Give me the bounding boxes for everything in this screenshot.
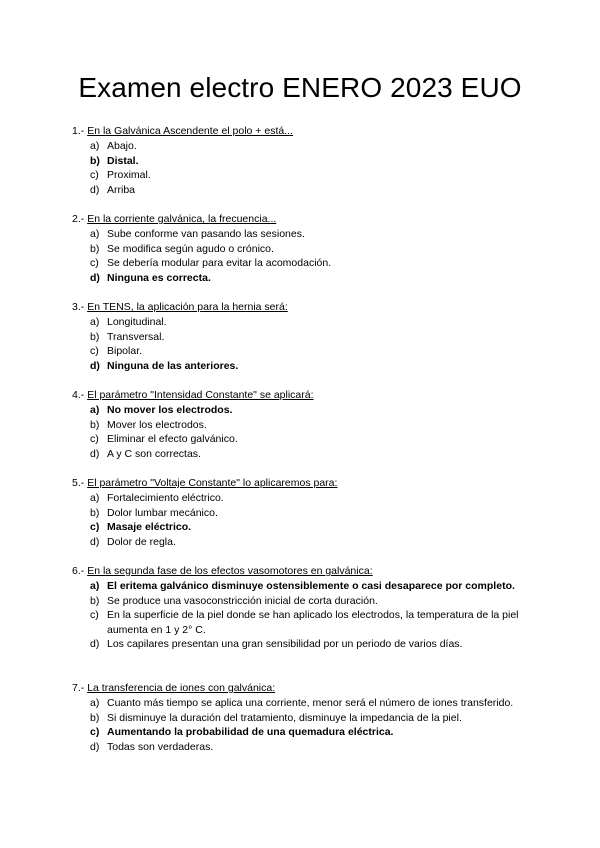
- option-letter: c): [90, 726, 100, 739]
- question-text: [72, 212, 532, 226]
- option-c: [72, 344, 532, 359]
- option-d: [72, 183, 532, 198]
- option-text: Arriba: [107, 183, 136, 196]
- option-letter: b): [90, 330, 100, 343]
- question-text: [72, 476, 532, 490]
- question-text: [72, 124, 532, 138]
- option-text: Todas son verdaderas.: [107, 740, 214, 753]
- option-b: [72, 418, 532, 433]
- question-stem: El parámetro "Voltaje Constante" lo aplicaremos para:: [87, 477, 338, 489]
- question-stem: El parámetro "Intensidad Constante" se aplicará:: [87, 389, 314, 401]
- option-a: [72, 227, 532, 242]
- question-7: [72, 681, 532, 754]
- option-letter: d): [90, 271, 100, 284]
- question-6: [72, 564, 532, 652]
- option-text: Fortalecimiento eléctrico.: [107, 492, 224, 504]
- option-text: Eliminar el efecto galvánico.: [107, 433, 238, 446]
- question-number: 4.-: [72, 389, 85, 401]
- option-a: [72, 315, 532, 330]
- option-letter: c): [90, 257, 99, 270]
- question-5: [72, 476, 532, 549]
- option-letter: a): [90, 697, 100, 709]
- option-letter: c): [90, 521, 100, 534]
- option-letter: a): [90, 404, 100, 416]
- option-b: [72, 330, 532, 345]
- option-c-correct: [72, 520, 532, 535]
- option-letter: d): [90, 638, 100, 651]
- question-number: 2.-: [72, 213, 85, 225]
- option-text: El eritema galvánico disminuye ostensiblemente o casi desaparece por completo.: [107, 580, 515, 592]
- question-number: 3.-: [72, 301, 85, 313]
- option-text: Dolor de regla.: [107, 535, 176, 548]
- option-text: En la superficie de la piel donde se han aplicado los electrodos, la temperatura de la piel aumenta en 1 y 2° C.: [107, 609, 519, 636]
- option-letter: a): [90, 228, 100, 240]
- option-text: Si disminuye la duración del tratamiento, disminuye la impedancia de la piel.: [107, 711, 462, 724]
- option-letter: d): [90, 535, 100, 548]
- option-letter: b): [90, 594, 100, 607]
- page-title: Examen electro ENERO 2023 EUO: [78, 72, 522, 103]
- option-c-correct: [72, 725, 532, 740]
- question-3: [72, 300, 532, 373]
- options-list: [72, 315, 532, 373]
- option-letter: a): [90, 492, 100, 504]
- option-c: [72, 432, 532, 447]
- option-letter: b): [90, 418, 100, 431]
- option-text: Los capilares presentan una gran sensibilidad por un periodo de varios días.: [107, 638, 463, 651]
- option-d: [72, 535, 532, 550]
- option-text: Ninguna de las anteriores.: [107, 359, 239, 372]
- option-text: Dolor lumbar mecánico.: [107, 506, 218, 519]
- question-text: [72, 681, 532, 695]
- option-letter: c): [90, 609, 99, 622]
- question-number: 7.-: [72, 682, 85, 694]
- option-a: [72, 491, 532, 506]
- option-letter: c): [90, 345, 99, 358]
- option-a: [72, 139, 532, 154]
- option-text: Masaje eléctrico.: [107, 521, 192, 534]
- option-d: [72, 447, 532, 462]
- option-letter: b): [90, 242, 100, 255]
- question-number: 1.-: [72, 125, 85, 137]
- options-list: [72, 696, 532, 754]
- question-text: [72, 388, 532, 402]
- option-text: Aumentando la probabilidad de una quemadura eléctrica.: [107, 726, 394, 739]
- option-c: [72, 608, 532, 637]
- option-d: [72, 637, 532, 652]
- options-list: [72, 579, 532, 652]
- option-text: No mover los electrodos.: [107, 404, 233, 416]
- option-b-correct: [72, 154, 532, 169]
- option-d: [72, 740, 532, 755]
- option-letter: d): [90, 740, 100, 753]
- option-b: [72, 242, 532, 257]
- option-letter: d): [90, 359, 100, 372]
- options-list: [72, 227, 532, 285]
- option-b: [72, 594, 532, 609]
- option-b: [72, 711, 532, 726]
- option-text: Mover los electrodos.: [107, 418, 207, 431]
- question-stem: En la Galvánica Ascendente el polo + está...: [87, 125, 293, 137]
- option-a-correct: [72, 403, 532, 418]
- option-text: Bipolar.: [107, 345, 143, 358]
- option-b: [72, 506, 532, 521]
- option-letter: a): [90, 316, 100, 328]
- question-1: [72, 124, 532, 197]
- question-4: [72, 388, 532, 461]
- question-text: [72, 300, 532, 314]
- options-list: [72, 139, 532, 197]
- question-stem: En TENS, la aplicación para la hernia será:: [87, 301, 288, 313]
- option-d-correct: [72, 359, 532, 374]
- question-2: [72, 212, 532, 285]
- question-number: 5.-: [72, 477, 85, 489]
- option-letter: b): [90, 711, 100, 724]
- question-number: 6.-: [72, 565, 85, 577]
- options-list: [72, 403, 532, 461]
- option-letter: c): [90, 169, 99, 182]
- option-letter: a): [90, 140, 100, 152]
- question-stem: En la segunda fase de los efectos vasomotores en galvánica:: [87, 565, 373, 577]
- option-letter: b): [90, 506, 100, 519]
- question-text: [72, 564, 532, 578]
- option-text: Longitudinal.: [107, 316, 167, 328]
- option-text: Abajo.: [107, 140, 137, 152]
- option-letter: c): [90, 433, 99, 446]
- option-letter: a): [90, 580, 100, 592]
- option-text: A y C son correctas.: [107, 447, 201, 460]
- option-text: Ninguna es correcta.: [107, 271, 211, 284]
- option-text: Transversal.: [107, 330, 165, 343]
- question-stem: La transferencia de iones con galvánica:: [87, 682, 276, 694]
- option-text: Se debería modular para evitar la acomodación.: [107, 257, 332, 270]
- question-stem: En la corriente galvánica, la frecuencia...: [87, 213, 277, 225]
- option-letter: b): [90, 154, 100, 167]
- option-text: Proximal.: [107, 169, 151, 182]
- option-letter: d): [90, 183, 100, 196]
- option-letter: d): [90, 447, 100, 460]
- option-text: Distal.: [107, 154, 139, 167]
- option-text: Sube conforme van pasando las sesiones.: [107, 228, 305, 240]
- options-list: [72, 491, 532, 549]
- option-text: Se produce una vasoconstricción inicial de corta duración.: [107, 594, 378, 607]
- option-text: Cuanto más tiempo se aplica una corriente, menor será el número de iones transferido.: [107, 697, 514, 709]
- option-c: [72, 168, 532, 183]
- option-text: Se modifica según agudo o crónico.: [107, 242, 274, 255]
- option-a: [72, 696, 532, 711]
- option-c: [72, 256, 532, 271]
- option-a-correct: [72, 579, 532, 594]
- option-d-correct: [72, 271, 532, 286]
